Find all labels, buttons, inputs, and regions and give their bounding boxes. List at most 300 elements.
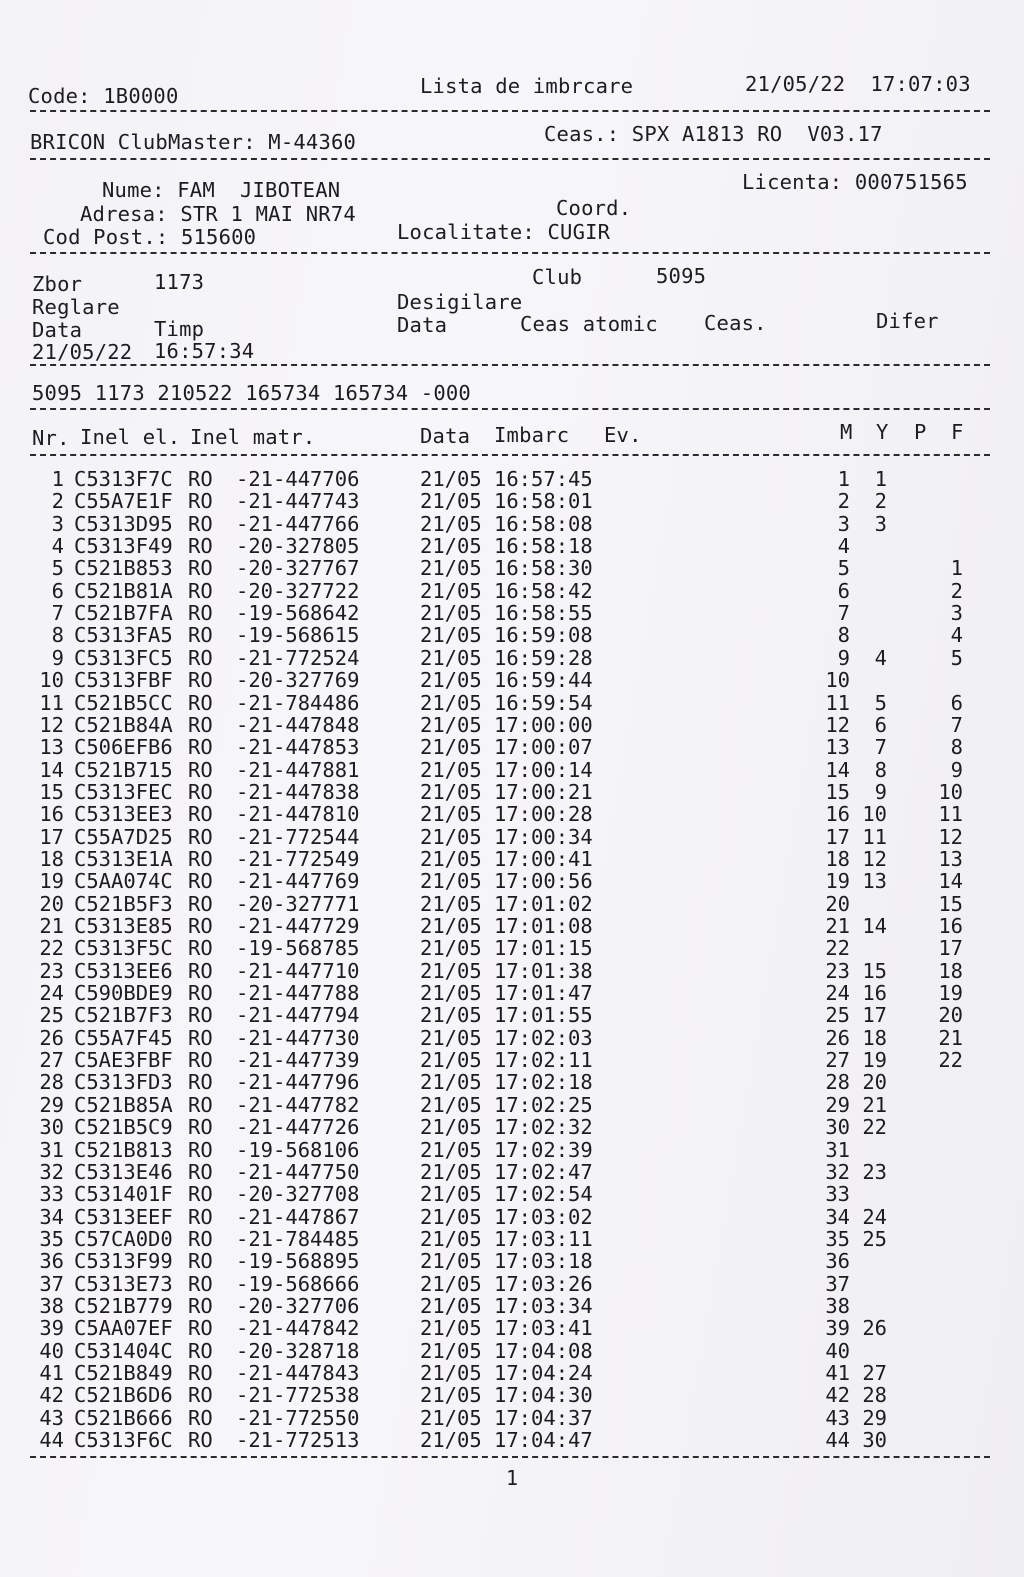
row-m: 12: [825, 712, 850, 737]
row-m: 22: [825, 936, 850, 961]
separator: [30, 364, 990, 366]
row-f: 6: [950, 690, 963, 715]
row-nr: 35: [39, 1226, 64, 1251]
row-y: 7: [874, 735, 887, 760]
table-row: [0, 513, 1024, 536]
row-nr: 3: [51, 511, 64, 536]
row-f: 18: [938, 958, 963, 983]
row-date: 21/05: [420, 1293, 482, 1318]
row-ring-electronic: C521B5C9: [74, 1115, 173, 1140]
row-ring-electronic: C521B666: [74, 1405, 173, 1430]
row-ring-electronic: C521B779: [74, 1293, 173, 1318]
row-arrival-time: 17:04:47: [494, 1428, 593, 1453]
row-date: 21/05: [420, 1361, 482, 1385]
row-m: 29: [825, 1092, 850, 1117]
row-date: 21/05: [420, 914, 482, 938]
table-row: [0, 1407, 1024, 1430]
row-nr: 27: [39, 1048, 64, 1073]
row-country: RO: [188, 1338, 213, 1363]
row-ring-electronic: C5313FD3: [74, 1070, 173, 1095]
row-m: 30: [825, 1115, 850, 1140]
row-country: RO: [188, 1159, 213, 1184]
row-arrival-time: 17:03:11: [494, 1226, 593, 1251]
row-ring-electronic: C5313F7C: [74, 467, 173, 491]
row-arrival-time: 17:00:34: [494, 824, 593, 849]
row-y: 14: [862, 914, 887, 938]
row-nr: 31: [39, 1137, 64, 1162]
set-date: 21/05/22: [32, 340, 133, 364]
row-nr: 28: [39, 1070, 64, 1095]
row-f: 20: [938, 1003, 963, 1028]
row-y: 9: [874, 779, 887, 804]
row-date: 21/05: [420, 936, 482, 961]
row-ring-number: -21-447853: [236, 735, 360, 760]
row-m: 18: [825, 846, 850, 871]
row-ring-number: -21-772513: [236, 1428, 360, 1453]
row-ring-number: -21-447848: [236, 712, 360, 737]
row-country: RO: [188, 712, 213, 737]
col-inel-el: Inel el.: [80, 425, 181, 449]
row-ring-number: -20-327708: [236, 1182, 360, 1207]
row-country: RO: [188, 1428, 213, 1453]
table-row: [0, 1071, 1024, 1094]
row-f: 13: [938, 846, 963, 871]
row-ring-electronic: C531401F: [74, 1182, 173, 1207]
row-ring-number: -20-327805: [236, 534, 360, 559]
table-row: [0, 1340, 1024, 1363]
row-arrival-time: 16:58:55: [494, 601, 593, 626]
row-country: RO: [188, 1048, 213, 1073]
row-y: 1: [874, 467, 887, 491]
row-date: 21/05: [420, 556, 482, 581]
row-y: 11: [862, 824, 887, 849]
row-country: RO: [188, 601, 213, 626]
row-date: 21/05: [420, 1405, 482, 1430]
row-arrival-time: 17:04:08: [494, 1338, 593, 1363]
reglare-label: Reglare: [32, 295, 120, 319]
row-arrival-time: 17:02:18: [494, 1070, 593, 1095]
table-row: [0, 490, 1024, 513]
row-f: 8: [950, 735, 963, 760]
row-ring-electronic: C5313FEC: [74, 779, 173, 804]
row-y: 5: [874, 690, 887, 715]
row-nr: 1: [51, 467, 64, 491]
difference-label: Difer: [876, 309, 939, 333]
row-country: RO: [188, 511, 213, 536]
row-ring-electronic: C5313FA5: [74, 623, 173, 648]
row-arrival-time: 17:03:02: [494, 1204, 593, 1229]
row-nr: 4: [51, 534, 64, 559]
table-row: [0, 848, 1024, 871]
row-f: 10: [938, 779, 963, 804]
row-date: 21/05: [420, 467, 482, 491]
flight-label: Zbor: [32, 272, 83, 296]
row-m: 20: [825, 891, 850, 916]
row-nr: 22: [39, 936, 64, 961]
row-nr: 5: [51, 556, 64, 581]
row-ring-number: -21-447710: [236, 958, 360, 983]
row-ring-number: -21-784486: [236, 690, 360, 715]
row-m: 42: [825, 1383, 850, 1408]
row-y: 30: [862, 1428, 887, 1453]
row-date: 21/05: [420, 1226, 482, 1251]
row-ring-number: -20-327767: [236, 556, 360, 581]
print-datetime: 21/05/22 17:07:03: [745, 72, 971, 96]
table-row: [0, 468, 1024, 491]
row-ring-number: -21-447782: [236, 1092, 360, 1117]
row-m: 24: [825, 981, 850, 1006]
table-row: [0, 781, 1024, 804]
row-arrival-time: 17:02:32: [494, 1115, 593, 1140]
row-f: 12: [938, 824, 963, 849]
row-y: 22: [862, 1115, 887, 1140]
row-arrival-time: 17:01:55: [494, 1003, 593, 1028]
row-arrival-time: 17:02:03: [494, 1025, 593, 1050]
row-y: 17: [862, 1003, 887, 1028]
col-f: F: [951, 420, 964, 444]
table-row: [0, 870, 1024, 893]
row-nr: 29: [39, 1092, 64, 1117]
row-ring-number: -21-447810: [236, 802, 360, 827]
row-arrival-time: 16:59:54: [494, 690, 593, 715]
row-date: 21/05: [420, 511, 482, 536]
table-row: [0, 1116, 1024, 1139]
row-y: 21: [862, 1092, 887, 1117]
row-nr: 38: [39, 1293, 64, 1318]
row-y: 18: [862, 1025, 887, 1050]
row-nr: 11: [39, 690, 64, 715]
row-nr: 39: [39, 1316, 64, 1341]
row-country: RO: [188, 1137, 213, 1162]
table-row: [0, 1139, 1024, 1162]
owner-address: Adresa: STR 1 MAI NR74: [80, 202, 356, 226]
locality: Localitate: CUGIR: [397, 220, 611, 244]
row-country: RO: [188, 846, 213, 871]
row-f: 4: [950, 623, 963, 648]
row-arrival-time: 17:01:47: [494, 981, 593, 1006]
row-country: RO: [188, 914, 213, 938]
row-f: 11: [938, 802, 963, 827]
row-m: 28: [825, 1070, 850, 1095]
row-date: 21/05: [420, 779, 482, 804]
row-f: 5: [950, 645, 963, 670]
row-m: 8: [837, 623, 850, 648]
table-row: [0, 1094, 1024, 1117]
row-m: 10: [825, 668, 850, 693]
owner-name: Nume: FAM JIBOTEAN: [102, 178, 341, 202]
row-country: RO: [188, 1361, 213, 1385]
table-row: [0, 1295, 1024, 1318]
row-m: 37: [825, 1271, 850, 1296]
row-ring-electronic: C5AA07EF: [74, 1316, 173, 1341]
table-row: [0, 1161, 1024, 1184]
row-country: RO: [188, 802, 213, 827]
row-f: 19: [938, 981, 963, 1006]
row-country: RO: [188, 1070, 213, 1095]
row-ring-electronic: C5313FC5: [74, 645, 173, 670]
row-arrival-time: 17:04:30: [494, 1383, 593, 1408]
row-date: 21/05: [420, 824, 482, 849]
clock-id: Ceas.: SPX A1813 RO V03.17: [544, 122, 883, 146]
row-ring-number: -21-447729: [236, 914, 360, 938]
clock-label: Ceas.: [704, 311, 767, 335]
separator: [30, 454, 990, 456]
table-row: [0, 826, 1024, 849]
row-y: 23: [862, 1159, 887, 1184]
row-f: 9: [950, 757, 963, 782]
row-arrival-time: 17:02:47: [494, 1159, 593, 1184]
row-ring-number: -21-447881: [236, 757, 360, 782]
row-ring-electronic: C5313F5C: [74, 936, 173, 961]
row-country: RO: [188, 958, 213, 983]
row-f: 3: [950, 601, 963, 626]
row-arrival-time: 17:00:56: [494, 869, 593, 894]
row-y: 26: [862, 1316, 887, 1341]
row-nr: 41: [39, 1361, 64, 1385]
row-date: 21/05: [420, 1115, 482, 1140]
row-ring-number: -21-772544: [236, 824, 360, 849]
table-row: [0, 557, 1024, 580]
row-country: RO: [188, 891, 213, 916]
row-ring-electronic: C521B849: [74, 1361, 173, 1385]
row-ring-number: -21-447730: [236, 1025, 360, 1050]
row-ring-number: -21-784485: [236, 1226, 360, 1251]
row-arrival-time: 17:04:24: [494, 1361, 593, 1385]
license-number: Licenta: 000751565: [742, 170, 968, 194]
flight-code-line: 5095 1173 210522 165734 165734 -000: [32, 381, 471, 405]
row-m: 38: [825, 1293, 850, 1318]
row-nr: 30: [39, 1115, 64, 1140]
row-y: 24: [862, 1204, 887, 1229]
row-arrival-time: 17:00:00: [494, 712, 593, 737]
row-m: 17: [825, 824, 850, 849]
row-ring-electronic: C5313EE6: [74, 958, 173, 983]
separator: [30, 110, 990, 112]
desigilare-label: Desigilare: [397, 290, 523, 314]
row-ring-number: -19-568666: [236, 1271, 360, 1296]
row-m: 33: [825, 1182, 850, 1207]
row-ring-electronic: C5313F6C: [74, 1428, 173, 1453]
row-f: 22: [938, 1048, 963, 1073]
row-arrival-time: 16:58:08: [494, 511, 593, 536]
row-ring-electronic: C521B7F3: [74, 1003, 173, 1028]
row-arrival-time: 17:02:39: [494, 1137, 593, 1162]
row-ring-number: -19-568615: [236, 623, 360, 648]
row-ring-number: -19-568642: [236, 601, 360, 626]
separator: [30, 408, 990, 410]
row-m: 2: [837, 489, 850, 514]
row-m: 21: [825, 914, 850, 938]
row-arrival-time: 17:03:26: [494, 1271, 593, 1296]
table-row: [0, 580, 1024, 603]
row-country: RO: [188, 824, 213, 849]
row-y: 15: [862, 958, 887, 983]
row-date: 21/05: [420, 735, 482, 760]
row-nr: 9: [51, 645, 64, 670]
row-m: 19: [825, 869, 850, 894]
atomic-clock-label: Ceas atomic: [520, 312, 658, 336]
row-m: 16: [825, 802, 850, 827]
coord-label: Coord.: [556, 196, 632, 220]
row-date: 21/05: [420, 757, 482, 782]
row-arrival-time: 17:03:18: [494, 1249, 593, 1274]
row-date: 21/05: [420, 1092, 482, 1117]
row-ring-number: -21-447794: [236, 1003, 360, 1028]
row-country: RO: [188, 735, 213, 760]
table-row: [0, 1206, 1024, 1229]
row-nr: 18: [39, 846, 64, 871]
row-ring-number: -21-447750: [236, 1159, 360, 1184]
table-row: [0, 1228, 1024, 1251]
row-date: 21/05: [420, 645, 482, 670]
row-nr: 12: [39, 712, 64, 737]
table-row: [0, 602, 1024, 625]
row-country: RO: [188, 779, 213, 804]
row-m: 4: [837, 534, 850, 559]
row-arrival-time: 17:00:07: [494, 735, 593, 760]
row-country: RO: [188, 936, 213, 961]
row-nr: 7: [51, 601, 64, 626]
row-ring-number: -21-447726: [236, 1115, 360, 1140]
row-country: RO: [188, 981, 213, 1006]
col-m: M: [840, 420, 853, 444]
row-country: RO: [188, 556, 213, 581]
row-date: 21/05: [420, 712, 482, 737]
row-y: 12: [862, 846, 887, 871]
row-m: 3: [837, 511, 850, 536]
table-row: [0, 647, 1024, 670]
row-country: RO: [188, 1271, 213, 1296]
row-m: 26: [825, 1025, 850, 1050]
table-row: [0, 1362, 1024, 1385]
row-country: RO: [188, 1249, 213, 1274]
table-row: [0, 1027, 1024, 1050]
row-country: RO: [188, 1293, 213, 1318]
row-f: 7: [950, 712, 963, 737]
col-nr: Nr.: [32, 426, 70, 450]
row-nr: 43: [39, 1405, 64, 1430]
row-country: RO: [188, 1383, 213, 1408]
row-date: 21/05: [420, 891, 482, 916]
row-nr: 15: [39, 779, 64, 804]
row-ring-number: -20-328718: [236, 1338, 360, 1363]
row-arrival-time: 16:58:01: [494, 489, 593, 514]
row-ring-number: -20-327722: [236, 578, 360, 603]
row-m: 36: [825, 1249, 850, 1274]
row-ring-electronic: C5313E73: [74, 1271, 173, 1296]
col-p: P: [914, 420, 927, 444]
row-y: 2: [874, 489, 887, 514]
table-row: [0, 692, 1024, 715]
row-nr: 44: [39, 1428, 64, 1453]
row-nr: 42: [39, 1383, 64, 1408]
table-row: [0, 960, 1024, 983]
row-f: 1: [950, 556, 963, 581]
row-date: 21/05: [420, 668, 482, 693]
row-m: 27: [825, 1048, 850, 1073]
row-m: 25: [825, 1003, 850, 1028]
row-f: 16: [938, 914, 963, 938]
row-arrival-time: 17:01:02: [494, 891, 593, 916]
club-label: Club: [532, 265, 583, 289]
row-nr: 36: [39, 1249, 64, 1274]
row-ring-number: -21-447706: [236, 467, 360, 491]
row-f: 21: [938, 1025, 963, 1050]
row-m: 1: [837, 467, 850, 491]
row-ring-electronic: C5313E46: [74, 1159, 173, 1184]
row-ring-electronic: C506EFB6: [74, 735, 173, 760]
row-ring-number: -19-568785: [236, 936, 360, 961]
separator: [30, 1456, 990, 1458]
row-nr: 33: [39, 1182, 64, 1207]
row-m: 11: [825, 690, 850, 715]
table-row: [0, 1317, 1024, 1340]
row-ring-electronic: C521B85A: [74, 1092, 173, 1117]
row-ring-number: -20-327771: [236, 891, 360, 916]
row-ring-electronic: C5313EEF: [74, 1204, 173, 1229]
table-row: [0, 1049, 1024, 1072]
row-y: 6: [874, 712, 887, 737]
row-m: 6: [837, 578, 850, 603]
row-m: 43: [825, 1405, 850, 1430]
row-y: 8: [874, 757, 887, 782]
row-date: 21/05: [420, 846, 482, 871]
row-arrival-time: 16:57:45: [494, 467, 593, 491]
row-country: RO: [188, 534, 213, 559]
row-country: RO: [188, 467, 213, 491]
row-ring-number: -20-327706: [236, 1293, 360, 1318]
row-country: RO: [188, 869, 213, 894]
row-y: 3: [874, 511, 887, 536]
table-row: [0, 915, 1024, 938]
row-ring-electronic: C531404C: [74, 1338, 173, 1363]
row-ring-number: -21-447739: [236, 1048, 360, 1073]
row-y: 27: [862, 1361, 887, 1385]
row-m: 14: [825, 757, 850, 782]
row-ring-number: -21-447743: [236, 489, 360, 514]
row-ring-electronic: C55A7F45: [74, 1025, 173, 1050]
row-nr: 8: [51, 623, 64, 648]
row-date: 21/05: [420, 1316, 482, 1341]
row-date: 21/05: [420, 1048, 482, 1073]
row-arrival-time: 17:04:37: [494, 1405, 593, 1430]
row-country: RO: [188, 1182, 213, 1207]
row-country: RO: [188, 668, 213, 693]
document-title: Lista de imbrcare: [420, 74, 634, 98]
row-date: 21/05: [420, 958, 482, 983]
row-y: 10: [862, 802, 887, 827]
row-date: 21/05: [420, 1137, 482, 1162]
row-country: RO: [188, 1316, 213, 1341]
table-row: [0, 535, 1024, 558]
separator: [30, 252, 990, 254]
row-arrival-time: 16:58:42: [494, 578, 593, 603]
row-country: RO: [188, 645, 213, 670]
row-date: 21/05: [420, 1182, 482, 1207]
table-row: [0, 759, 1024, 782]
row-country: RO: [188, 1405, 213, 1430]
page-number: 1: [505, 1466, 519, 1490]
table-row: [0, 937, 1024, 960]
row-nr: 34: [39, 1204, 64, 1229]
row-nr: 6: [51, 578, 64, 603]
row-nr: 14: [39, 757, 64, 782]
row-nr: 32: [39, 1159, 64, 1184]
row-f: 2: [950, 578, 963, 603]
clubmaster-id: BRICON ClubMaster: M-44360: [30, 130, 357, 154]
row-date: 21/05: [420, 578, 482, 603]
row-nr: 13: [39, 735, 64, 760]
